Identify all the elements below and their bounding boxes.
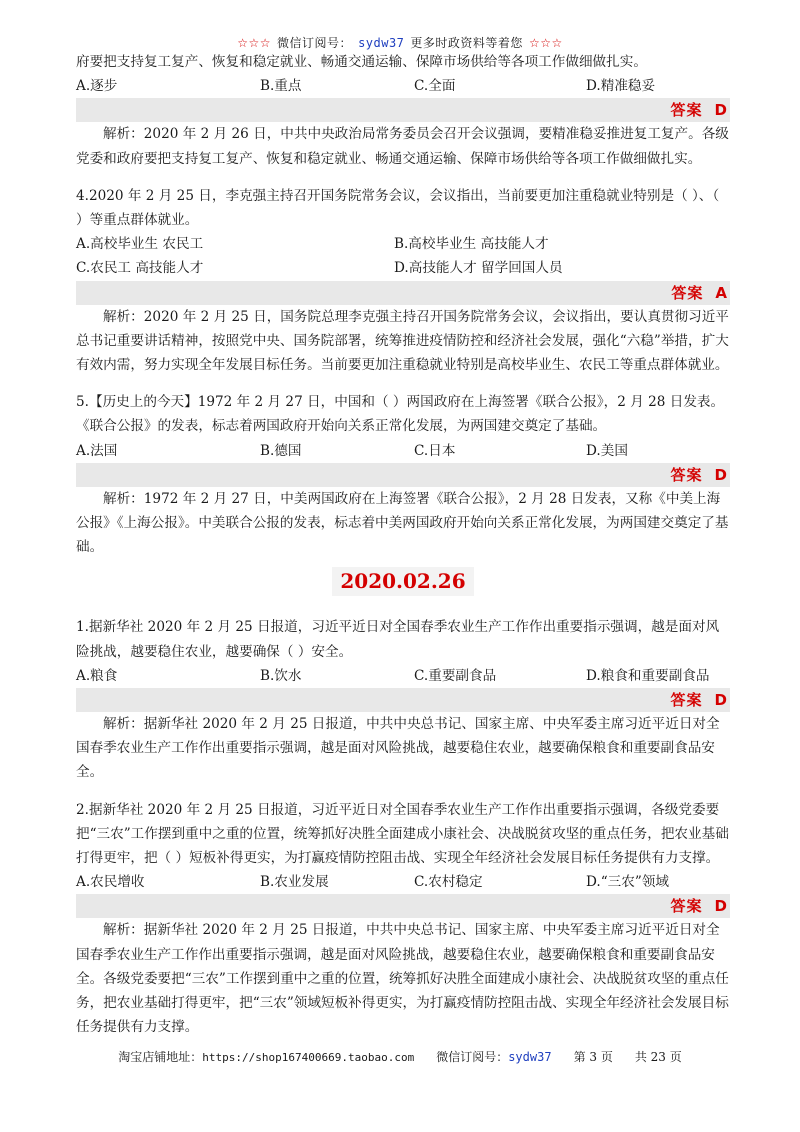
option-a: A.高校毕业生 农民工	[76, 236, 204, 253]
header-stars-right: ☆☆☆	[528, 36, 563, 50]
answer-label: 答案	[670, 897, 703, 916]
answer-label: 答案	[670, 101, 703, 120]
option-b: B.德国	[260, 442, 302, 459]
analysis-text: 解析：1972 年 2 月 27 日，中美两国政府在上海签署《联合公报》，2 月 28 日发表，又称《中美上海公报》《上海公报》。中美联合公报的发表，标志着中美两国政府开始向关系正常化发展，为两国建交奠定了基础。	[76, 490, 729, 556]
wechat-account: sydw37	[508, 1050, 552, 1064]
header-stars-left: ☆☆☆	[237, 36, 272, 50]
option-b: B.饮水	[260, 667, 302, 684]
question-stem: 2.据新华社 2020 年 2 月 25 日报道，习近平近日对全国春季农业生产工作作出重要指示强调，各级党委要把“三农”工作摆到重中之重的位置，统筹抓好决胜全面建成小康社会、决战脱贫攻坚的重点任务，把农业基础打得更牢，把（ ）短板补得更实，为打赢疫情防控阻击战、实现全年经济社会发展目标任务提供有力支撑。	[76, 801, 729, 866]
header-slogan: 更多时政资料等着您	[410, 36, 523, 50]
option-d: D.高技能人才 留学回国人员	[394, 260, 563, 277]
option-a: A.逐步	[76, 78, 118, 95]
answer-value: D	[714, 897, 728, 916]
option-row	[76, 256, 730, 280]
section-date: 2020.02.26	[332, 567, 473, 595]
option-row	[76, 664, 730, 688]
question-stem-tail: 府要把支持复工复产、恢复和稳定就业、畅通交通运输、保障市场供给等各项工作做细做扎实。	[76, 54, 647, 70]
wechat-label: 微信订阅号：	[436, 1050, 509, 1064]
option-c: C.农村稳定	[414, 874, 483, 891]
answer-label: 答案	[670, 465, 703, 484]
page-total: 共 23 页	[634, 1050, 682, 1064]
analysis-text: 解析：据新华社 2020 年 2 月 25 日报道，中共中央总书记、国家主席、中央军委主席习近平近日对全国春季农业生产工作作出重要指示强调，越是面对风险挑战，越要稳住农业，越要确保粮食和重要副食品安全。各级党委要把“三农”工作摆到重中之重的位置，统筹抓好决胜全面建成小康社会、决战脱贫攻坚的重点任务，把农业基础打得更牢，把“三农”领域短板补得更实，为打赢疫情防控阻击战、实现全年经济社会发展目标任务提供有力支撑。	[76, 922, 729, 1036]
answer-bar	[76, 98, 730, 122]
option-a: A.法国	[76, 442, 118, 459]
shop-url: https://shop167400669.taobao.com	[202, 1051, 415, 1064]
analysis-text: 解析：据新华社 2020 年 2 月 25 日报道，中共中央总书记、国家主席、中央军委主席习近平近日对全国春季农业生产工作作出重要指示强调，越是面对风险挑战，越要稳住农业，越要确保粮食和重要副食品安全。	[76, 715, 720, 781]
answer-label: 答案	[671, 283, 704, 302]
option-row	[76, 439, 730, 463]
option-b: B.农业发展	[260, 874, 329, 891]
option-c: C.日本	[414, 442, 456, 459]
section-date-wrap	[76, 559, 730, 615]
analysis-text: 解析：2020 年 2 月 25 日，国务院总理李克强主持召开国务院常务会议，会议指出，要认真贯彻习近平总书记重要讲话精神，按照党中央、国务院部署，统筹推进疫情防控和经济社会发展，强化“六稳”举措，扩大有效内需，努力实现全年发展目标任务。当前要更加注重稳就业特别是高校毕业生、农民工等重点群体就业。	[76, 308, 729, 373]
answer-bar	[76, 688, 730, 712]
answer-bar	[76, 463, 730, 487]
page-header	[0, 34, 800, 51]
option-d: D.精准稳妥	[586, 78, 656, 95]
option-c: C.全面	[414, 78, 456, 95]
option-d: D.粮食和重要副食品	[586, 667, 710, 684]
option-b: B.高校毕业生 高技能人才	[394, 236, 549, 253]
header-label: 微信订阅号：	[277, 36, 353, 50]
answer-value: D	[714, 465, 728, 484]
answer-label: 答案	[670, 690, 703, 709]
question-stem: 4.2020 年 2 月 25 日，李克强主持召开国务院常务会议，会议指出，当前要更加注重稳就业特别是（ ）、（ ）等重点群体就业。	[76, 187, 720, 228]
header-account: sydw37	[358, 36, 405, 50]
shop-label: 淘宝店铺地址：	[118, 1050, 203, 1064]
answer-bar	[76, 894, 730, 918]
answer-bar	[76, 281, 730, 305]
option-d: D.美国	[586, 442, 628, 459]
page-number: 第 3 页	[573, 1050, 613, 1064]
option-row	[76, 74, 730, 98]
option-a: A.农民增收	[76, 874, 145, 891]
answer-value: D	[714, 690, 728, 709]
option-c: C.农民工 高技能人才	[76, 260, 204, 277]
question-stem: 5.【历史上的今天】1972 年 2 月 27 日，中国和（ ）两国政府在上海签署《联合公报》，2 月 28 日发表。《联合公报》的发表，标志着两国政府开始向关系正常化发展，为两国建交奠定了基础。	[76, 394, 725, 435]
option-a: A.粮食	[76, 667, 118, 684]
answer-value: D	[714, 101, 728, 120]
question-stem: 1.据新华社 2020 年 2 月 25 日报道，习近平近日对全国春季农业生产工作作出重要指示强调，越是面对风险挑战，越要稳住农业，越要确保（ ）安全。	[76, 619, 720, 660]
analysis-text: 解析：2020 年 2 月 26 日，中共中央政治局常务委员会召开会议强调，要精准稳妥推进复工复产。各级党委和政府要把支持复工复产、恢复和稳定就业、畅通交通运输、保障市场供给等各项工作做细做扎实。	[76, 126, 729, 167]
option-row	[76, 232, 730, 256]
option-row	[76, 870, 730, 894]
option-d: D.“三农”领域	[586, 874, 670, 891]
content	[76, 50, 730, 1039]
page-footer	[0, 1048, 800, 1065]
option-c: C.重要副食品	[414, 667, 497, 684]
answer-value: A	[715, 283, 728, 302]
option-b: B.重点	[260, 78, 302, 95]
